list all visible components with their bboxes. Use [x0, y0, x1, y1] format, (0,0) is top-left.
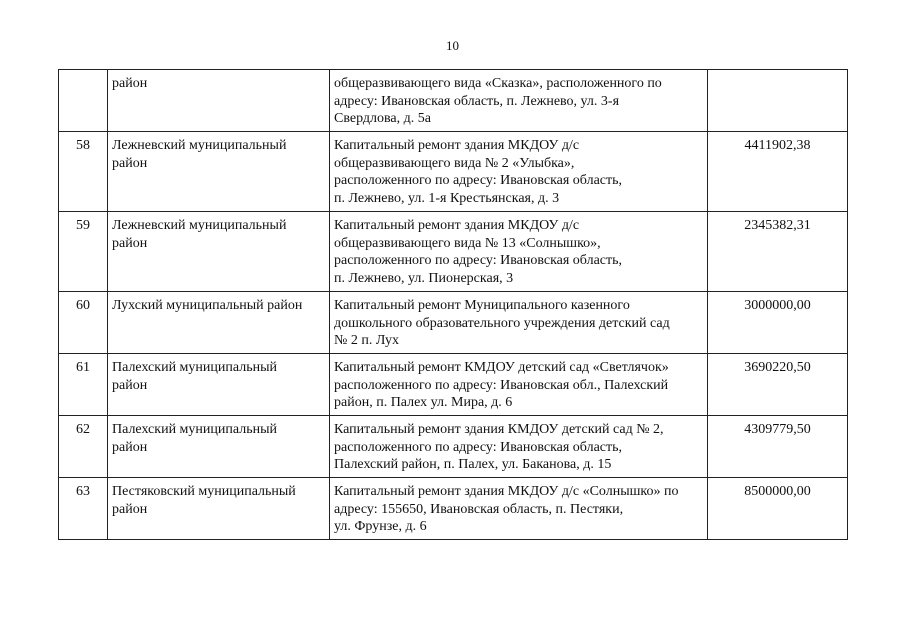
table-row [59, 212, 848, 292]
district-cell: Палехский муниципальный район [108, 416, 330, 478]
district-cell: Палехский муниципальный район [108, 354, 330, 416]
description-cell: общеразвивающего вида «Сказка», расположенного по адресу: Ивановская область, п. Лежнево, ул. 3-я Свердлова, д. 5а [330, 70, 708, 132]
table-row [59, 354, 848, 416]
amount-cell: 3000000,00 [708, 292, 848, 354]
amount-cell [708, 70, 848, 132]
page-number: 10 [446, 38, 459, 53]
amount-cell: 2345382,31 [708, 212, 848, 292]
district-cell: Пестяковский муниципальный район [108, 478, 330, 540]
description-cell: Капитальный ремонт КМДОУ детский сад «Светлячок» расположенного по адресу: Ивановская обл., Палехский район, п. Палех ул. Мира, д. 6 [330, 354, 708, 416]
amount-cell: 3690220,50 [708, 354, 848, 416]
district-cell: район [108, 70, 330, 132]
amount-cell: 4309779,50 [708, 416, 848, 478]
district-cell: Лежневский муниципальный район [108, 132, 330, 212]
table-row [59, 292, 848, 354]
row-number: 58 [59, 132, 108, 212]
row-number: 60 [59, 292, 108, 354]
table-row [59, 70, 848, 132]
amount-cell: 4411902,38 [708, 132, 848, 212]
row-number: 62 [59, 416, 108, 478]
amount-cell: 8500000,00 [708, 478, 848, 540]
allocation-table [58, 69, 848, 540]
row-number: 61 [59, 354, 108, 416]
description-cell: Капитальный ремонт Муниципального казенного дошкольного образовательного учреждения детский сад № 2 п. Лух [330, 292, 708, 354]
description-cell: Капитальный ремонт здания МКДОУ д/с общеразвивающего вида № 13 «Солнышко», расположенного по адресу: Ивановская область, п. Лежнево, ул. Пионерская, 3 [330, 212, 708, 292]
row-number: 63 [59, 478, 108, 540]
table-row [59, 478, 848, 540]
row-number: 59 [59, 212, 108, 292]
description-cell: Капитальный ремонт здания МКДОУ д/с общеразвивающего вида № 2 «Улыбка», расположенного по адресу: Ивановская область, п. Лежнево, ул. 1-я Крестьянская, д. 3 [330, 132, 708, 212]
district-cell: Лежневский муниципальный район [108, 212, 330, 292]
description-cell: Капитальный ремонт здания КМДОУ детский сад № 2, расположенного по адресу: Ивановская область, Палехский район, п. Палех, ул. Баканова, д. 15 [330, 416, 708, 478]
table-row [59, 132, 848, 212]
table-row [59, 416, 848, 478]
description-cell: Капитальный ремонт здания МКДОУ д/с «Солнышко» по адресу: 155650, Ивановская область, п. Пестяки, ул. Фрунзе, д. 6 [330, 478, 708, 540]
row-number [59, 70, 108, 132]
district-cell: Лухский муниципальный район [108, 292, 330, 354]
